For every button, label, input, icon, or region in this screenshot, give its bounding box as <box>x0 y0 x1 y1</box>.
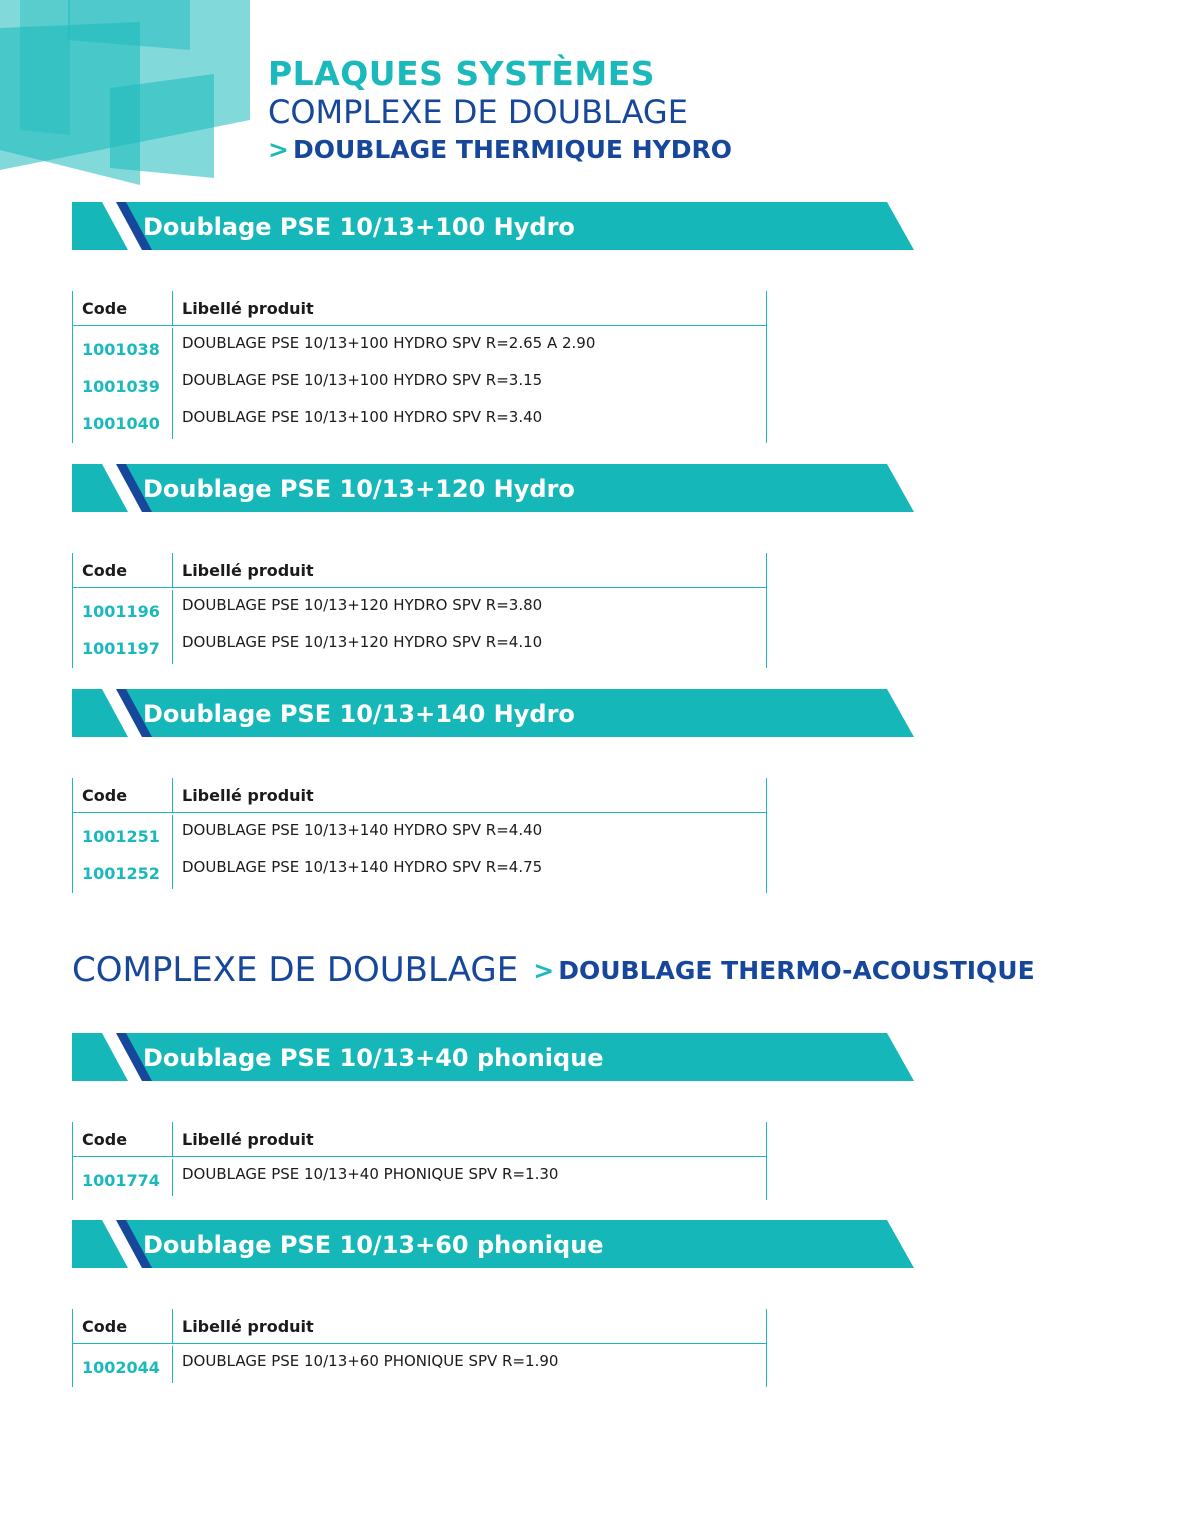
table-row <box>73 402 766 439</box>
product-table <box>72 1122 767 1200</box>
section-heading <box>72 950 1035 990</box>
column-header-code: Code <box>73 291 173 325</box>
section-banner <box>72 1220 914 1268</box>
section-banner <box>72 1033 914 1081</box>
column-header-label: Libellé produit <box>182 1130 314 1149</box>
product-label: DOUBLAGE PSE 10/13+120 HYDRO SPV R=3.80 <box>182 596 543 614</box>
product-table <box>72 778 767 893</box>
section-title: Doublage PSE 10/13+120 Hydro <box>143 475 575 503</box>
column-header-code: Code <box>73 1309 173 1343</box>
section-heading-category <box>533 956 1034 985</box>
table-row <box>73 365 766 402</box>
section-heading-title: COMPLEXE DE DOUBLAGE <box>72 950 519 990</box>
table-row <box>73 328 766 365</box>
table-row <box>73 1346 766 1383</box>
column-header-code: Code <box>73 1122 173 1156</box>
page-category-label: DOUBLAGE THERMIQUE HYDRO <box>292 135 732 164</box>
section-title: Doublage PSE 10/13+140 Hydro <box>143 700 575 728</box>
table-header-row <box>73 553 766 588</box>
product-label: DOUBLAGE PSE 10/13+60 PHONIQUE SPV R=1.90 <box>182 1352 559 1370</box>
column-header-code: Code <box>73 778 173 812</box>
product-table <box>72 1309 767 1387</box>
section-heading-category-label: DOUBLAGE THERMO-ACOUSTIQUE <box>558 955 1035 985</box>
page-header <box>268 54 732 170</box>
column-header-label: Libellé produit <box>182 299 314 318</box>
table-header-row <box>73 778 766 813</box>
arrow-marker: > <box>268 135 289 164</box>
decorative-corner-shapes <box>0 0 260 200</box>
section-title: Doublage PSE 10/13+40 phonique <box>143 1044 604 1072</box>
table-header-row <box>73 1122 766 1157</box>
section-title: Doublage PSE 10/13+60 phonique <box>143 1231 604 1259</box>
section-banner <box>72 464 914 512</box>
product-table <box>72 553 767 668</box>
product-label: DOUBLAGE PSE 10/13+140 HYDRO SPV R=4.40 <box>182 821 543 839</box>
table-header-row <box>73 291 766 326</box>
section-title: Doublage PSE 10/13+100 Hydro <box>143 213 575 241</box>
product-code: 1001252 <box>73 852 173 889</box>
page-subtitle: COMPLEXE DE DOUBLAGE <box>268 93 688 131</box>
product-code: 1001040 <box>73 402 173 439</box>
arrow-marker: > <box>533 955 555 985</box>
product-code: 1001197 <box>73 627 173 664</box>
page-title: PLAQUES SYSTÈMES <box>268 54 656 93</box>
section-banner <box>72 202 914 250</box>
page-category <box>268 130 732 170</box>
product-code: 1001251 <box>73 815 173 852</box>
product-label: DOUBLAGE PSE 10/13+100 HYDRO SPV R=3.15 <box>182 371 543 389</box>
table-row <box>73 815 766 852</box>
column-header-label: Libellé produit <box>182 786 314 805</box>
product-label: DOUBLAGE PSE 10/13+120 HYDRO SPV R=4.10 <box>182 633 543 651</box>
table-row <box>73 1159 766 1196</box>
product-label: DOUBLAGE PSE 10/13+40 PHONIQUE SPV R=1.30 <box>182 1165 559 1183</box>
product-label: DOUBLAGE PSE 10/13+100 HYDRO SPV R=2.65 A 2.90 <box>182 334 596 352</box>
column-header-label: Libellé produit <box>182 1317 314 1336</box>
section-banner <box>72 689 914 737</box>
table-row <box>73 852 766 889</box>
table-row <box>73 627 766 664</box>
product-code: 1001038 <box>73 328 173 365</box>
table-header-row <box>73 1309 766 1344</box>
table-row <box>73 590 766 627</box>
product-label: DOUBLAGE PSE 10/13+140 HYDRO SPV R=4.75 <box>182 858 543 876</box>
product-code: 1001039 <box>73 365 173 402</box>
product-table <box>72 291 767 443</box>
product-code: 1001196 <box>73 590 173 627</box>
column-header-code: Code <box>73 553 173 587</box>
product-code: 1002044 <box>73 1346 173 1383</box>
column-header-label: Libellé produit <box>182 561 314 580</box>
product-label: DOUBLAGE PSE 10/13+100 HYDRO SPV R=3.40 <box>182 408 543 426</box>
product-code: 1001774 <box>73 1159 173 1196</box>
